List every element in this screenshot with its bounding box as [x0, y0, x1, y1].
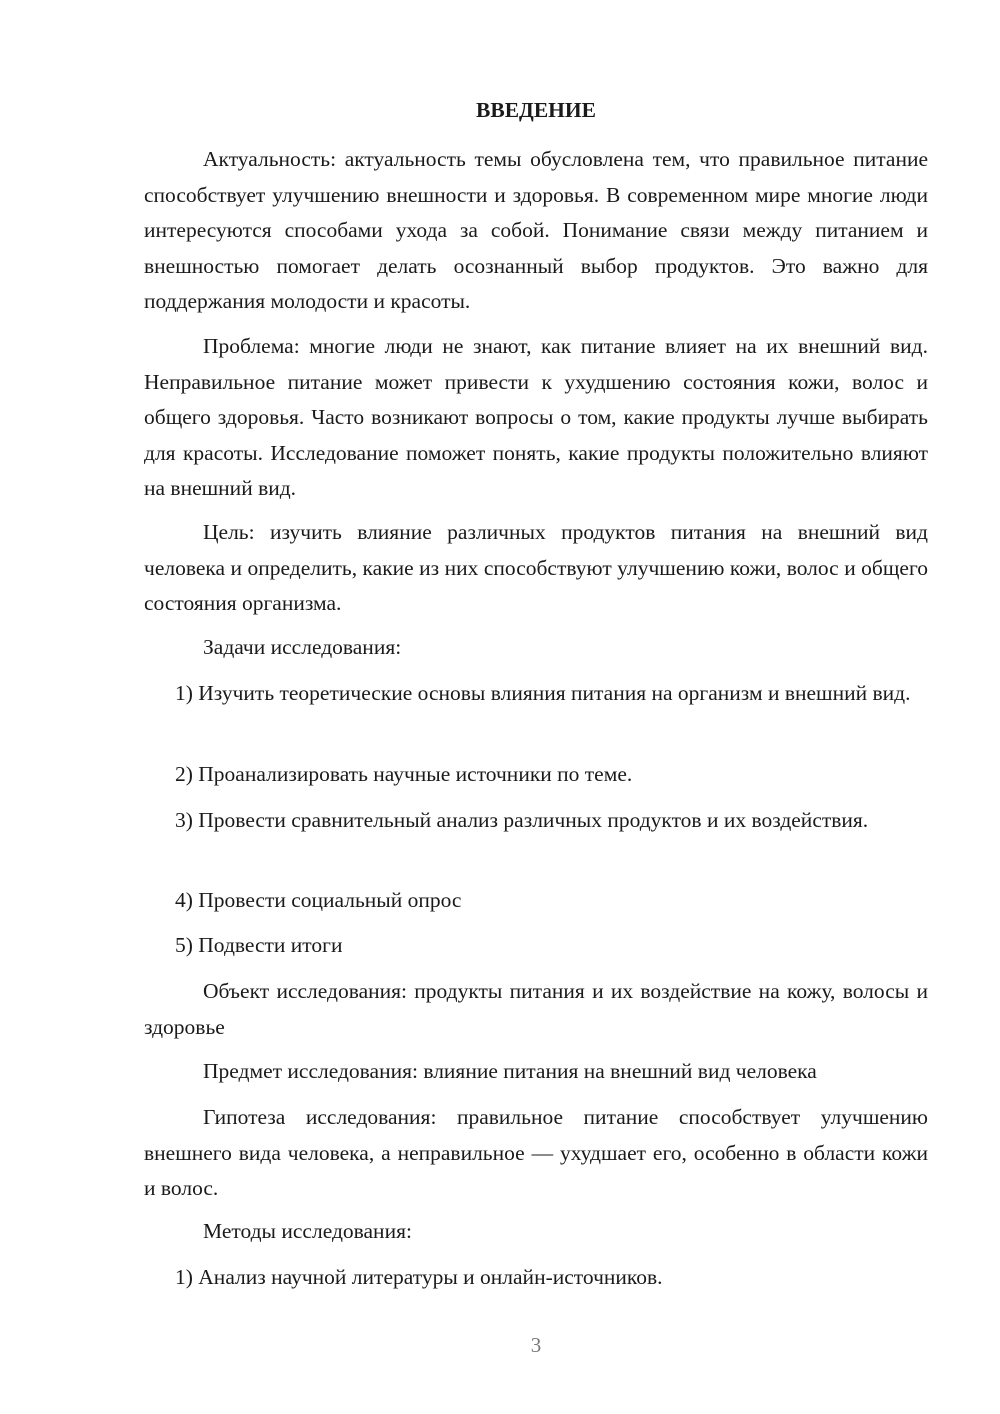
page-number: 3 [530, 1333, 542, 1357]
method-item: 1) Анализ научной литературы и онлайн-источников. [175, 1265, 663, 1289]
goal-paragraph: Цель: изучить влияние различных продуктов питания на внешний вид человека и определить, какие из них способствуют улучшению кожи, волос и общего состояния организма. [144, 520, 928, 615]
task-item: 2) Проанализировать научные источники по теме. [175, 762, 633, 786]
methods-heading: Методы исследования: [203, 1219, 412, 1243]
task-item: 5) Подвести итоги [175, 933, 343, 957]
subject-paragraph: Предмет исследования: влияние питания на внешний вид человека [203, 1059, 817, 1083]
task-item: 4) Провести социальный опрос [175, 888, 462, 912]
object-paragraph: Объект исследования: продукты питания и их воздействие на кожу, волосы и здоровье [144, 979, 928, 1039]
tasks-heading: Задачи исследования: [203, 635, 402, 659]
hypothesis-paragraph: Гипотеза исследования: правильное питание способствует улучшению внешнего вида человека, а неправильное — ухудшает его, особенно в области кожи и волос. [144, 1105, 928, 1200]
section-title: ВВЕДЕНИЕ [476, 98, 596, 122]
task-item: 1) Изучить теоретические основы влияния питания на организм и внешний вид. [175, 681, 911, 705]
problem-paragraph: Проблема: многие люди не знают, как питание влияет на их внешний вид. Неправильное питание может привести к ухудшению состояния кожи, волос и общего здоровья. Часто возникают вопросы о том, какие продукты лучше выбирать для красоты. Исследование поможет понять, какие продукты положительно влияют на внешний вид. [144, 334, 928, 500]
task-item: 3) Провести сравнительный анализ различных продуктов и их воздействия. [175, 808, 869, 832]
relevance-paragraph: Актуальность: актуальность темы обусловлена тем, что правильное питание способствует улучшению внешности и здоровья. В современном мире многие люди интересуются способами ухода за собой. Понимание связи между питанием и внешностью помогает делать осознанный выбор продуктов. Это важно для поддержания молодости и красоты. [144, 147, 928, 313]
